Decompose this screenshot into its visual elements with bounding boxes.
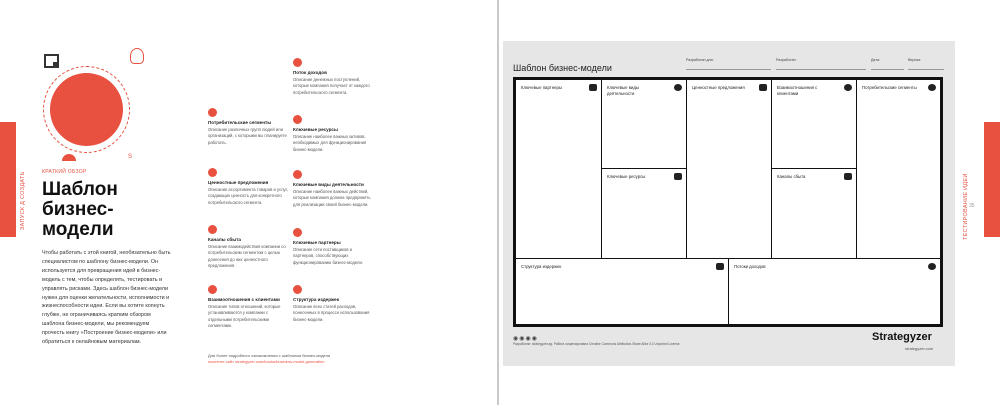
link-icon	[589, 84, 597, 91]
tag-icon	[716, 263, 724, 270]
block-title: Ключевые партнеры	[293, 240, 341, 245]
meta-version: Версия:	[908, 58, 922, 62]
brand-url[interactable]: strategyzer.com	[905, 346, 934, 351]
block-text: Описание наиболее важных действий, которые компания должна предпринять для реализации своей бизнес-модели.	[293, 189, 371, 207]
cell-label: Структура издержек	[521, 264, 562, 269]
meta-line	[686, 69, 771, 70]
truck-icon	[844, 173, 852, 180]
cell-revenue-streams[interactable]	[728, 258, 941, 325]
business-model-canvas	[513, 77, 943, 327]
factory-icon	[674, 173, 682, 180]
cell-key-resources[interactable]	[601, 168, 687, 259]
block-title: Структура издержек	[293, 297, 340, 302]
strategyzer-logo: Strategyzer	[872, 331, 932, 343]
checkmark-icon	[293, 170, 302, 179]
checkmark-icon	[674, 84, 682, 91]
page-title: Шаблон бизнес-модели	[42, 179, 118, 240]
cell-value-propositions[interactable]	[686, 79, 772, 259]
block-text: Описание типов отношений, которые устанавливаются у компании с отдельными потребительскими сегментами.	[208, 304, 281, 328]
right-section-tab	[984, 122, 1000, 237]
cell-label: Взаимоотношения с клиентами	[777, 85, 818, 96]
footnote-text: Для более подробного ознакомления с шаблоном бизнес-модели	[208, 353, 331, 358]
right-vertical-label: ТЕСТИРОВАНИЕ ИДЕИ	[963, 173, 969, 240]
block-text: Описание денежных поступлений, которые компания получает от каждого потребительского сегмента.	[293, 77, 370, 95]
meta-line	[776, 69, 866, 70]
block-text: Описание различных групп людей или организаций, с которыми вы планируете работать.	[208, 127, 287, 145]
cell-channels[interactable]	[771, 168, 857, 259]
block-key-activities	[293, 170, 373, 208]
lightbulb-icon	[130, 48, 144, 64]
meta-line	[871, 69, 904, 70]
meta-line	[908, 69, 944, 70]
block-key-partners	[293, 228, 373, 266]
tag-icon	[293, 285, 302, 294]
money-bag-icon	[928, 263, 936, 270]
block-title: Потребительские сегменты	[208, 120, 272, 125]
page-number: 35	[969, 203, 975, 209]
block-value-propositions	[208, 168, 288, 206]
cell-cost-structure[interactable]	[515, 258, 729, 325]
block-title: Взаимоотношения с клиентами	[208, 297, 280, 302]
block-revenue-streams	[293, 58, 373, 96]
segments-icon	[928, 84, 936, 91]
block-title: Ключевые ресурсы	[293, 127, 338, 132]
cell-label: Ключевые партнеры	[521, 85, 562, 90]
block-channels	[208, 225, 288, 269]
truck-icon	[208, 225, 217, 234]
cell-key-activities[interactable]	[601, 79, 687, 169]
factory-icon	[293, 115, 302, 124]
meta-designed-by: Разработан:	[776, 58, 797, 62]
block-title: Каналы сбыта	[208, 237, 241, 242]
meta-designed-for: Разработан для:	[686, 58, 714, 62]
cell-label: Ключевые ресурсы	[607, 174, 646, 179]
block-title: Поток доходов	[293, 70, 327, 75]
cell-customer-relationships[interactable]	[771, 79, 857, 169]
creative-commons-icons: ◉◉◉◉	[513, 336, 538, 342]
block-cost-structure	[293, 285, 373, 323]
canvas-title: Шаблон бизнес-модели	[513, 63, 612, 73]
block-customer-relationships	[208, 285, 288, 329]
heart-icon	[208, 285, 217, 294]
cell-customer-segments[interactable]	[856, 79, 941, 259]
gift-icon	[759, 84, 767, 91]
cell-label: Каналы сбыта	[777, 174, 806, 179]
block-text: Описание ассортимента товаров и услуг, создающих ценность для конкретного потребительского сегмента.	[208, 187, 288, 205]
block-text: Описание взаимодействия компании со потребительским сегментом с целью донесения до них ценностного предложения.	[208, 244, 286, 268]
block-text: Описание наиболее важных активов, необходимых для функционирования бизнес-модели.	[293, 134, 367, 152]
gift-icon	[208, 168, 217, 177]
footnote-link[interactable]: посетите сайт strategyzer.com/books/business-model-generation	[208, 359, 325, 364]
block-title: Ключевые виды деятельности	[293, 182, 364, 187]
link-icon	[293, 228, 302, 237]
canvas-icon	[44, 54, 59, 68]
block-text: Описание всех статей расходов, понесенных в процессе использования бизнес-модели.	[293, 304, 370, 322]
cell-label: Потребительские сегменты	[862, 85, 917, 90]
block-key-resources	[293, 115, 373, 153]
gauge-icon	[62, 154, 76, 161]
money-bag-icon	[293, 58, 302, 67]
left-vertical-label: ЗАПУСК Д СОЗДАТЬ	[20, 171, 26, 230]
license-fine-print: Разработан: strategyzer.ag. Работа лицензирована Creative Commons Attribution-Share Alike 3.0 Unported License.	[513, 342, 681, 346]
intro-paragraph: Чтобы работать с этой книгой, необязательно быть специалистом по шаблону бизнес-модели. Он используется для превращения идей в бизнес-модель с тем, чтобы определять, тестировать и управлять рисками. Здесь шаблон бизнес-модели нужен для оценки желательности, исполнимости и жизнеспособности идеи. Если вы хотите копнуть глубже, не ограничиваясь кратким обзором шаблона бизнес-модели, мы рекомендуем прочесть книгу «Построение бизнес-модели» или обратиться к онлайновым материалам.	[42, 250, 171, 346]
cell-key-partners[interactable]	[515, 79, 602, 259]
block-text: Описание сети поставщиков и партнеров, способствующих функционированию бизнес-модели.	[293, 247, 363, 265]
section-overview-label: КРАТКИЙ ОБЗОР	[42, 169, 87, 175]
red-circle-illustration	[50, 73, 123, 146]
meta-date: Дата:	[871, 58, 880, 62]
cell-label: Потоки доходов	[734, 264, 766, 269]
left-section-tab	[0, 122, 16, 237]
cell-label: Ценностные предложения	[692, 85, 745, 90]
block-customer-segments	[208, 108, 288, 146]
segments-icon	[208, 108, 217, 117]
footnote	[208, 353, 408, 365]
small-letter-s: S	[128, 154, 133, 160]
cell-label: Ключевые виды деятельности	[607, 85, 639, 96]
heart-icon	[844, 84, 852, 91]
block-title: Ценностные предложения	[208, 180, 269, 185]
